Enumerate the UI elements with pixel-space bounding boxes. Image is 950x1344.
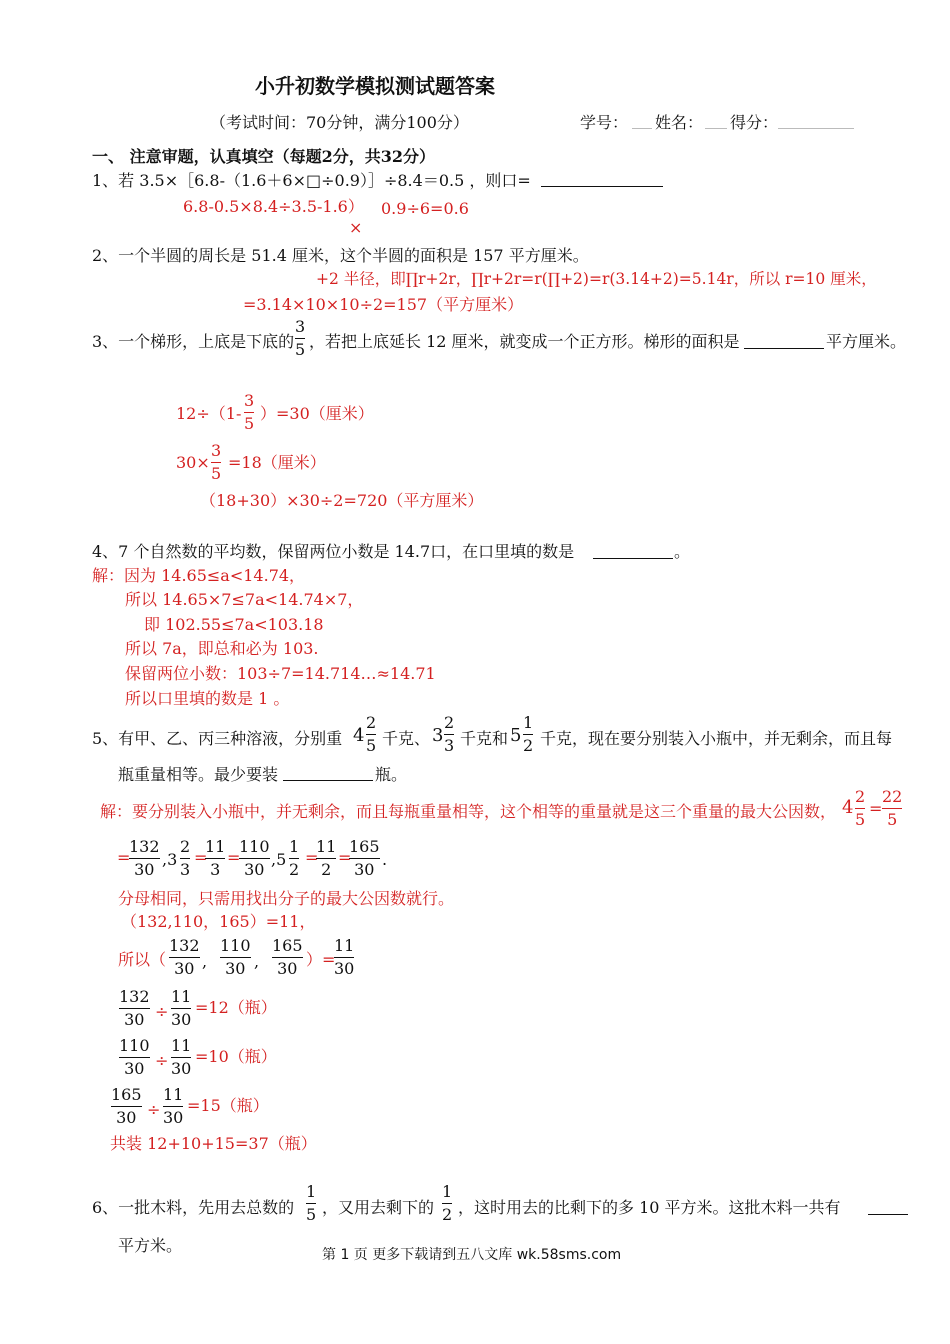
q5-solution-1: 解：要分别装入小瓶中，并无剩余，而且每瓶重量相等，这个相等的重量就是这三个重量的最大公因数， [100, 802, 837, 821]
q5-whole-3: 3 [432, 725, 444, 746]
question-1-answer-blank [541, 186, 663, 187]
student-no-label: 学号： [580, 113, 629, 132]
q5-div-2-op: ÷ [155, 1051, 169, 1070]
question-3-part-a: 3、一个梯形，上底是下底的 [92, 332, 295, 351]
q5-div-1-b: 11 30 [171, 987, 192, 1029]
q1-solution-1: 6.8-0.5×8.4÷3.5-1.6） [183, 197, 364, 216]
q3-solution-1a: 12÷（1- [176, 404, 242, 423]
q5-gcd-frac-132: 132 30 [169, 936, 200, 978]
question-6-part-a: 6、一批木料，先用去总数的 [92, 1198, 295, 1217]
q5-gcd-comma-1: , [202, 952, 208, 971]
q5-fraction-2-3: 2 3 [444, 713, 455, 755]
q4-solution-4: 所以 7a，即总和必为 103. [125, 639, 319, 658]
question-5-line2b: 瓶。 [375, 765, 408, 784]
question-4: 4、7 个自然数的平均数，保留两位小数是 14.7口，在口里填的数是 [92, 542, 575, 561]
question-6-part-c: ，这时用去的比剩下的多 10 平方米。这批木料一共有 [458, 1198, 841, 1217]
q6-fraction-1-2: 1 2 [442, 1182, 453, 1224]
student-no-blank [632, 128, 652, 129]
question-3-answer-blank [744, 348, 824, 349]
q5-sol-frac-1-2: 1 2 [289, 837, 300, 879]
q5-whole-5: 5 [510, 725, 522, 746]
q5-gcd-comma-2: , [254, 952, 260, 971]
q5-fraction-1-2: 1 2 [523, 713, 534, 755]
q5-sol-frac-11-2: 11 2 [316, 837, 337, 879]
q5-div-1-a: 132 30 [119, 987, 150, 1029]
score-label: 得分： [730, 113, 779, 132]
q5-sol-frac-110-30: 110 30 [239, 837, 270, 879]
q5-sol-whole-4: 4 [842, 797, 854, 818]
question-5-part-a: 5、有甲、乙、丙三种溶液，分别重 [92, 729, 343, 748]
q5-solution-5a: 所以（ [118, 950, 167, 969]
q5-whole-4: 4 [353, 725, 365, 746]
question-3-part-c: 平方厘米。 [826, 332, 907, 351]
q5-sol-frac-2-3: 2 3 [180, 837, 191, 879]
q5-div-2-b: 11 30 [171, 1036, 192, 1078]
question-1: 1、若 3.5×［6.8-（1.6＋6×□÷0.9）］÷8.4＝0.5 ，则口= [92, 171, 531, 190]
q5-sol-eq-5: = [305, 848, 319, 867]
q3-solution-2b: =18（厘米） [228, 453, 326, 472]
question-2: 2、一个半圆的周长是 51.4 厘米，这个半圆的面积是 157 平方厘米。 [92, 246, 589, 265]
q5-sol-sep-2: ,5 [271, 850, 287, 869]
question-5-part-c: 千克和 [460, 729, 509, 748]
q5-solution-4: （132,110，165）=11， [121, 912, 316, 931]
question-4-tail: 。 [674, 542, 691, 561]
q5-sol-eq-2: = [117, 848, 131, 867]
q6-fraction-1-5: 1 5 [306, 1182, 317, 1224]
q5-sol-eq-6: = [338, 848, 352, 867]
q5-div-1-result: =12（瓶） [195, 998, 277, 1017]
q5-sol-eq-4: = [227, 848, 241, 867]
q5-total: 共装 12+10+15=37（瓶） [110, 1134, 317, 1153]
q5-div-1-op: ÷ [155, 1002, 169, 1021]
q3-solution-fraction-2: 3 5 [211, 441, 222, 483]
q3-fraction-num: 3 [295, 317, 306, 336]
q5-solution-5b: ）= [306, 950, 336, 969]
page-title: 小升初数学模拟测试题答案 [255, 74, 495, 98]
q5-div-2-result: =10（瓶） [195, 1047, 277, 1066]
name-label: 姓名： [655, 113, 704, 132]
q4-solution-5: 保留两位小数：103÷7=14.714…≈14.71 [125, 664, 436, 683]
q2-solution-2: =3.14×10×10÷2=157（平方厘米） [243, 295, 524, 314]
q1-solution-2: 0.9÷6=0.6 [381, 199, 469, 218]
question-4-answer-blank [593, 558, 673, 559]
question-5-part-d: 千克，现在要分别装入小瓶中，并无剩余，而且每 [540, 729, 893, 748]
q5-gcd-frac-110: 110 30 [220, 936, 251, 978]
question-5-answer-blank [283, 780, 373, 781]
q3-solution-2a: 30× [176, 453, 210, 472]
q4-solution-6: 所以口里填的数是 1 。 [125, 689, 290, 708]
q5-sol-frac-165-30: 165 30 [349, 837, 380, 879]
q3-solution-3: （18+30）×30÷2=720（平方厘米） [200, 491, 484, 510]
q5-sol-eq-1: = [869, 799, 883, 818]
q5-div-3-result: =15（瓶） [187, 1096, 269, 1115]
q1-solution-3: × [349, 218, 363, 237]
question-6-part-b: ，又用去剩下的 [322, 1198, 435, 1217]
question-5-part-b: 千克、 [382, 729, 431, 748]
q5-sol-sep-1: ,3 [162, 850, 178, 869]
q3-solution-1b: ）=30（厘米） [260, 404, 374, 423]
q2-solution-1: +2 半径，即∏r+2r，∏r+2r=r(∏+2)=r(3.14+2)=5.14r，所以 r=10 厘米， [316, 270, 877, 288]
question-6-answer-blank [868, 1214, 908, 1215]
score-blank [778, 128, 854, 129]
q5-solution-3: 分母相同，只需用找出分子的最大公因数就行。 [118, 889, 455, 908]
q5-sol-frac-22-5: 22 5 [882, 787, 903, 829]
q4-solution-2: 所以 14.65×7≤7a<14.74×7， [125, 590, 364, 609]
q4-solution-3: 即 102.55≤7a<103.18 [144, 615, 324, 634]
q3-fraction-den: 5 [295, 339, 306, 359]
question-3-part-b: ，若把上底延长 12 厘米，就变成一个正方形。梯形的面积是 [309, 332, 740, 351]
question-6-line2: 平方米。 [118, 1236, 183, 1255]
q5-gcd-frac-165: 165 30 [272, 936, 303, 978]
q4-solution-1: 解：因为 14.65≤a<14.74， [92, 566, 306, 585]
q5-sol-period: . [382, 850, 388, 869]
name-blank [705, 128, 727, 129]
q5-div-2-a: 110 30 [119, 1036, 150, 1078]
exam-time: （考试时间：70分钟，满分100分） [210, 113, 469, 132]
q3-fraction [295, 318, 305, 358]
page-footer: 第 1 页 更多下载请到五八文库 wk.58sms.com [322, 1247, 622, 1263]
q5-fraction-2-5: 2 5 [366, 713, 377, 755]
q5-div-3-b: 11 30 [163, 1085, 184, 1127]
q5-sol-frac-2-5: 2 5 [855, 787, 866, 829]
q5-gcd-result-11-30: 11 30 [334, 936, 355, 978]
question-5-line2a: 瓶重量相等。最少要装 [118, 765, 279, 784]
q5-div-3-op: ÷ [147, 1100, 161, 1119]
q3-solution-fraction-1: 3 5 [244, 391, 255, 433]
section-1-heading: 一、 注意审题，认真填空（每题2分，共32分） [92, 147, 435, 166]
q5-sol-frac-11-3: 11 3 [205, 837, 226, 879]
q5-sol-eq-3: = [194, 848, 208, 867]
q5-div-3-a: 165 30 [111, 1085, 142, 1127]
q5-sol-frac-132-30: 132 30 [129, 837, 160, 879]
